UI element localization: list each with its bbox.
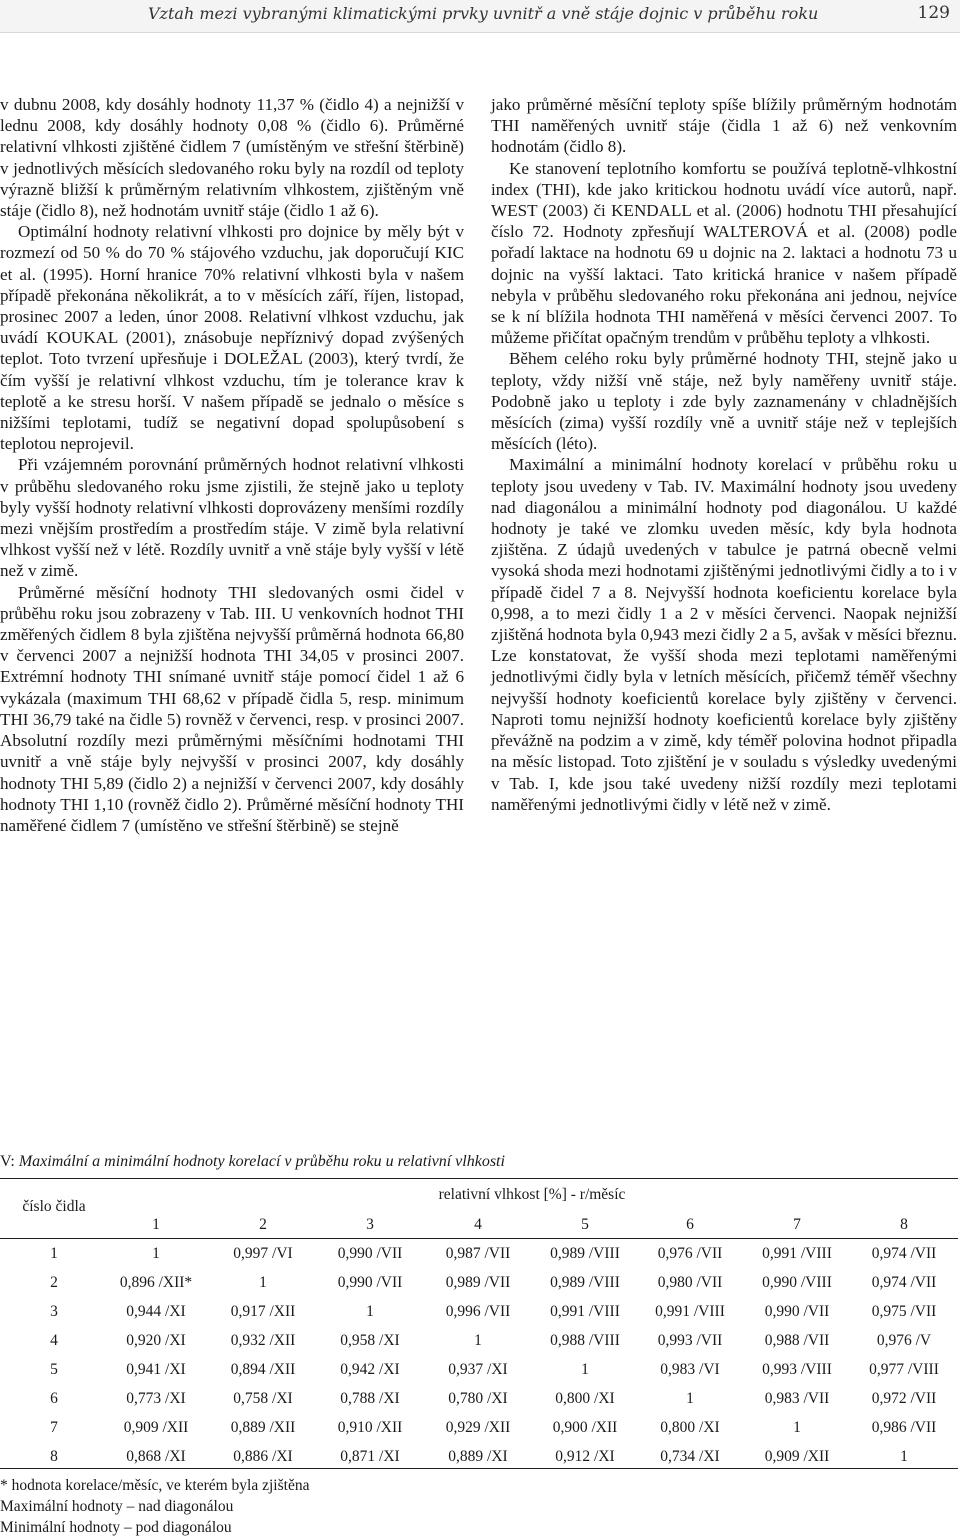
row-label: 1 bbox=[50, 1245, 58, 1262]
table-cell: 1 bbox=[152, 1245, 160, 1262]
table-cell: 0,987 /VII bbox=[445, 1245, 511, 1262]
table-cell: 0,991 /VIII bbox=[762, 1245, 832, 1262]
note-min: Minimální hodnoty – pod diagonálou bbox=[0, 1519, 232, 1536]
table-cell: 0,988 /VII bbox=[764, 1332, 830, 1349]
table-cell: 0,991 /VIII bbox=[550, 1303, 620, 1320]
table-cell: 0,910 /XII bbox=[337, 1419, 403, 1436]
row-label: 7 bbox=[50, 1419, 58, 1436]
row-label: 3 bbox=[50, 1303, 58, 1320]
table-cell: 0,909 /XII bbox=[764, 1448, 830, 1465]
table-cell: 0,894 /XII bbox=[230, 1361, 296, 1378]
table-cell: 0,996 /VII bbox=[445, 1303, 511, 1320]
table-caption bbox=[0, 1153, 960, 1171]
table-cell: 0,972 /VII bbox=[871, 1390, 937, 1407]
right-column bbox=[491, 94, 957, 815]
paragraph: jako průměrné měsíční teploty spíše blížily průměrným hodnotám THI naměřených uvnitř stáje (čidla 1 až 6) než venkovním hodnotám (čidlo 8). bbox=[491, 95, 957, 157]
table-cell: 0,974 /VII bbox=[871, 1274, 937, 1291]
table-cell: 0,986 /VII bbox=[871, 1419, 937, 1436]
table-cell: 0,800 /XI bbox=[660, 1419, 720, 1436]
table-cell: 1 bbox=[900, 1448, 908, 1465]
note-max: Maximální hodnoty – nad diagonálou bbox=[0, 1498, 234, 1515]
running-header bbox=[0, 0, 960, 33]
table-cell: 0,976 /V bbox=[876, 1332, 932, 1349]
table-cell: 0,993 /VIII bbox=[762, 1361, 832, 1378]
row-label: 5 bbox=[50, 1361, 58, 1378]
column-header: 2 bbox=[259, 1216, 267, 1233]
table-cell: 1 bbox=[259, 1274, 267, 1291]
row-header: číslo čidla bbox=[22, 1198, 86, 1215]
paragraph: v dubnu 2008, kdy dosáhly hodnoty 11,37 % (čidlo 4) a nejnižší v lednu 2008, kdy dosáhly hodnoty 0,08 % (čidlo 6). Průměrné relativní vlhkosti zjištěné čidlem 7 (umístěným ve střešní štěrbině) v jednotlivých měsících sledovaného roku byly na rozdíl od teploty výrazně bližší k průměrným relativním vlhkostem, zjištěným vně stáje (čidlo 8), než hodnotám uvnitř stáje (čidlo 1 až 6). bbox=[0, 95, 464, 221]
table-cell: 0,868 /XI bbox=[126, 1448, 186, 1465]
table-cell: 0,871 /XI bbox=[340, 1448, 400, 1465]
table-cell: 0,788 /XI bbox=[340, 1390, 400, 1407]
table-cell: 0,993 /VII bbox=[657, 1332, 723, 1349]
table-cell: 0,773 /XI bbox=[126, 1390, 186, 1407]
table-cell: 1 bbox=[474, 1332, 482, 1349]
table-top-rule bbox=[0, 1178, 958, 1179]
running-title: Vztah mezi vybranými klimatickými prvky uvnitř a vně stáje dojnic v průběhu roku bbox=[148, 4, 819, 23]
table-notes bbox=[0, 1475, 309, 1538]
table-cell: 0,990 /VII bbox=[337, 1245, 403, 1262]
table-cell: 1 bbox=[686, 1390, 694, 1407]
table-cell: 0,800 /XI bbox=[555, 1390, 615, 1407]
row-label: 2 bbox=[50, 1274, 58, 1291]
table-cell: 0,990 /VII bbox=[337, 1274, 403, 1291]
column-header: 3 bbox=[366, 1216, 374, 1233]
column-header: 6 bbox=[686, 1216, 694, 1233]
table-cell: 0,917 /XII bbox=[230, 1303, 296, 1320]
table-cell: 0,989 /VII bbox=[445, 1274, 511, 1291]
row-label: 6 bbox=[50, 1390, 58, 1407]
paragraph: Maximální a minimální hodnoty korelací v průběhu roku u teploty jsou uvedeny v Tab. IV. Maximální hodnoty jsou uvedeny nad diagonálou a minimální hodnoty pod diagonálou. U každé hodnoty je také ve zlomku uveden měsíc, kdy byla hodnota zjištěna. Z údajů uvedených v tabulce je patrná obecně velmi vysoká shoda mezi hodnotami zjištěnými jednotlivými čidly a to i v případě čidel 7 a 8. Nejvyšší hodnota koeficientu korelace byla 0,998, a to mezi čidly 1 a 2 v měsíci červenci. Naopak nejnižší zjištěná hodnota byla 0,943 mezi čidly 2 a 5, avšak v měsíci březnu. Lze konstatovat, že vyšší shoda mezi teplotami naměřenými jednotlivými čidly byla v letních měsících, přičemž téměř všechny nejvyšší hodnoty koeficientů korelace byly zjištěny v červenci. Naproti tomu nejnižší hodnoty koeficientů korelace byly zjištěny převážně na podzim a v zimě, kdy téměř polovina hodnot připadla na měsíc listopad. Toto zjištění je v souladu s výsledky uvedenými v Tab. I, kde jsou také uvedeny nižší rozdíly mezi teplotami naměřenými jednotlivými čidly v létě než v zimě. bbox=[491, 455, 957, 814]
table-cell: 0,990 /VII bbox=[764, 1303, 830, 1320]
paragraph: Během celého roku byly průměrné hodnoty THI, stejně jako u teploty, vždy nižší vně stáje, než byly naměřeny uvnitř stáje. Podobně jako u teploty i zde byly zaznamenány v chladnějších měsících (zima) vyšší rozdíly vně a uvnitř stáje než v teplejších měsících (léto). bbox=[491, 349, 957, 454]
table-cell: 0,900 /XII bbox=[552, 1419, 618, 1436]
paragraph: Průměrné měsíční hodnoty THI sledovaných osmi čidel v průběhu roku jsou zobrazeny v Tab. III. U venkovních hodnot THI změřených čidlem 8 byla zjištěna nejvyšší průměrná hodnota 66,80 v červenci 2007 a nejnižší hodnota THI 34,05 v prosinci 2007. Extrémní hodnoty THI snímané uvnitř stáje pomocí čidel 1 až 6 vykázala (maximum THI 68,62 v případě čidla 5, resp. minimum THI 36,79 také na čidle 5) rovněž v červenci, resp. v prosinci 2007. Absolutní rozdíly mezi průměrnými měsíčními hodnotami THI uvnitř a vně stáje byly nejvyšší v prosinci 2007, kdy dosáhly hodnoty THI 5,89 (čidlo 2) a nejnižší v červenci 2007, kdy dosáhly hodnoty THI 1,10 (rovněž čidlo 2). Průměrné měsíční hodnoty THI naměřené čidlem 7 (umístěno ve střešní štěrbině) se stejně bbox=[0, 582, 464, 835]
table-cell: 0,989 /VIII bbox=[550, 1274, 620, 1291]
table-cell: 0,937 /XI bbox=[448, 1361, 508, 1378]
table-cell: 0,886 /XI bbox=[233, 1448, 293, 1465]
table-cell: 0,889 /XI bbox=[448, 1448, 508, 1465]
paragraph: Ke stanovení teplotního komfortu se používá teplotně-vlhkostní index (THI), kde jako kritickou hodnotu uvádí více autorů, např. WEST (2003) či KENDALL et al. (2006) hodnotu THI přesahující číslo 72. Hodnoty zpřesňují WALTEROVÁ et al. (2008) podle pořadí laktace na hodnotu 69 u dojnic na 2. laktaci a hodnotu 73 u dojnic na vyšší laktaci. Tato kritická hranice v našem případě nebyla v průběhu sledovaného roku překonána ani jednou, nejvíce se k ní blížila hodnota THI naměřená v měsíci červenci 2007. To můžeme přičítat opačným trendům v průběhu teploty a vlhkosti. bbox=[491, 158, 957, 348]
note-asterisk: * hodnota korelace/měsíc, ve kterém byla zjištěna bbox=[0, 1477, 310, 1494]
table-cell: 0,920 /XI bbox=[126, 1332, 186, 1349]
left-column bbox=[0, 94, 464, 836]
table-cell: 0,734 /XI bbox=[660, 1448, 720, 1465]
table-cell: 0,997 /VI bbox=[233, 1245, 293, 1262]
table-cell: 0,958 /XI bbox=[340, 1332, 400, 1349]
table-cell: 0,977 /VIII bbox=[869, 1361, 939, 1378]
table-cell: 0,942 /XI bbox=[340, 1361, 400, 1378]
table-caption-text: Maximální a minimální hodnoty korelací v průběhu roku u relativní vlhkosti bbox=[18, 1153, 505, 1170]
table-cell: 1 bbox=[793, 1419, 801, 1436]
table-cell: 0,929 /XII bbox=[445, 1419, 511, 1436]
paragraph: Při vzájemném porovnání průměrných hodnot relativní vlhkosti v průběhu sledovaného roku jsme zjistili, že stejně jako u teploty byly vyšší hodnoty relativní vlhkosti doprovázeny menšími rozdíly mezi vnějším prostředím a prostředím stáje. V zimě byla relativní vlhkost vyšší než v létě. Rozdíly uvnitř a vně stáje byly vyšší v létě než v zimě. bbox=[0, 455, 464, 581]
column-header: 7 bbox=[793, 1216, 801, 1233]
table-bottom-rule bbox=[0, 1468, 958, 1469]
table-cell: 0,974 /VII bbox=[871, 1245, 937, 1262]
table-cell: 0,983 /VI bbox=[660, 1361, 720, 1378]
table-cell: 0,975 /VII bbox=[871, 1303, 937, 1320]
table-cell: 0,912 /XI bbox=[555, 1448, 615, 1465]
table-caption-prefix: V: bbox=[0, 1153, 15, 1170]
table-cell: 1 bbox=[366, 1303, 374, 1320]
column-header: 5 bbox=[581, 1216, 589, 1233]
row-label: 8 bbox=[50, 1448, 58, 1465]
table-cell: 0,991 /VIII bbox=[655, 1303, 725, 1320]
table-cell: 0,941 /XI bbox=[126, 1361, 186, 1378]
table-cell: 0,889 /XII bbox=[230, 1419, 296, 1436]
column-header: 4 bbox=[474, 1216, 482, 1233]
paragraph: Optimální hodnoty relativní vlhkosti pro dojnice by měly být v rozmezí od 50 % do 70 % stájového vzduchu, jak doporučují KIC et al. (1995). Horní hranice 70% relativní vlhkosti byla v našem případě překonána několikrát, a to v měsících září, říjen, listopad, prosinec 2007 a leden, únor 2008. Relativní vlhkost vzduchu, jak uvádí KOUKAL (2001), znásobuje nepříznivý dopad zvýšených teplot. Toto tvrzení upřesňuje i DOLEŽAL (2003), který tvrdí, že čím vyšší je relativní vlhkost vzduchu, tím je tolerance krav k teplotě a ke stresu horší. V našem případě se jednalo o měsíce s nižšími teplotami, tudíž se negativní dopad spolupůsobení s teplotou neprojevil. bbox=[0, 222, 464, 454]
table-cell: 0,983 /VII bbox=[764, 1390, 830, 1407]
table-cell: 1 bbox=[581, 1361, 589, 1378]
table-cell: 0,932 /XII bbox=[230, 1332, 296, 1349]
group-header: relativní vlhkost [%] - r/měsíc bbox=[438, 1186, 626, 1203]
table-cell: 0,780 /XI bbox=[448, 1390, 508, 1407]
table-cell: 0,988 /VIII bbox=[550, 1332, 620, 1349]
table-cell: 0,944 /XI bbox=[126, 1303, 186, 1320]
column-header: 8 bbox=[900, 1216, 908, 1233]
table-cell: 0,989 /VIII bbox=[550, 1245, 620, 1262]
column-header: 1 bbox=[152, 1216, 160, 1233]
table-cell: 0,980 /VII bbox=[657, 1274, 723, 1291]
table-cell: 0,990 /VIII bbox=[762, 1274, 832, 1291]
table-cell: 0,896 /XII* bbox=[119, 1274, 193, 1291]
table-cell: 0,976 /VII bbox=[657, 1245, 723, 1262]
table-header-rule bbox=[0, 1238, 958, 1239]
table-cell: 0,758 /XI bbox=[233, 1390, 293, 1407]
table-cell: 0,909 /XII bbox=[123, 1419, 189, 1436]
page-number: 129 bbox=[917, 3, 950, 23]
row-label: 4 bbox=[50, 1332, 58, 1349]
